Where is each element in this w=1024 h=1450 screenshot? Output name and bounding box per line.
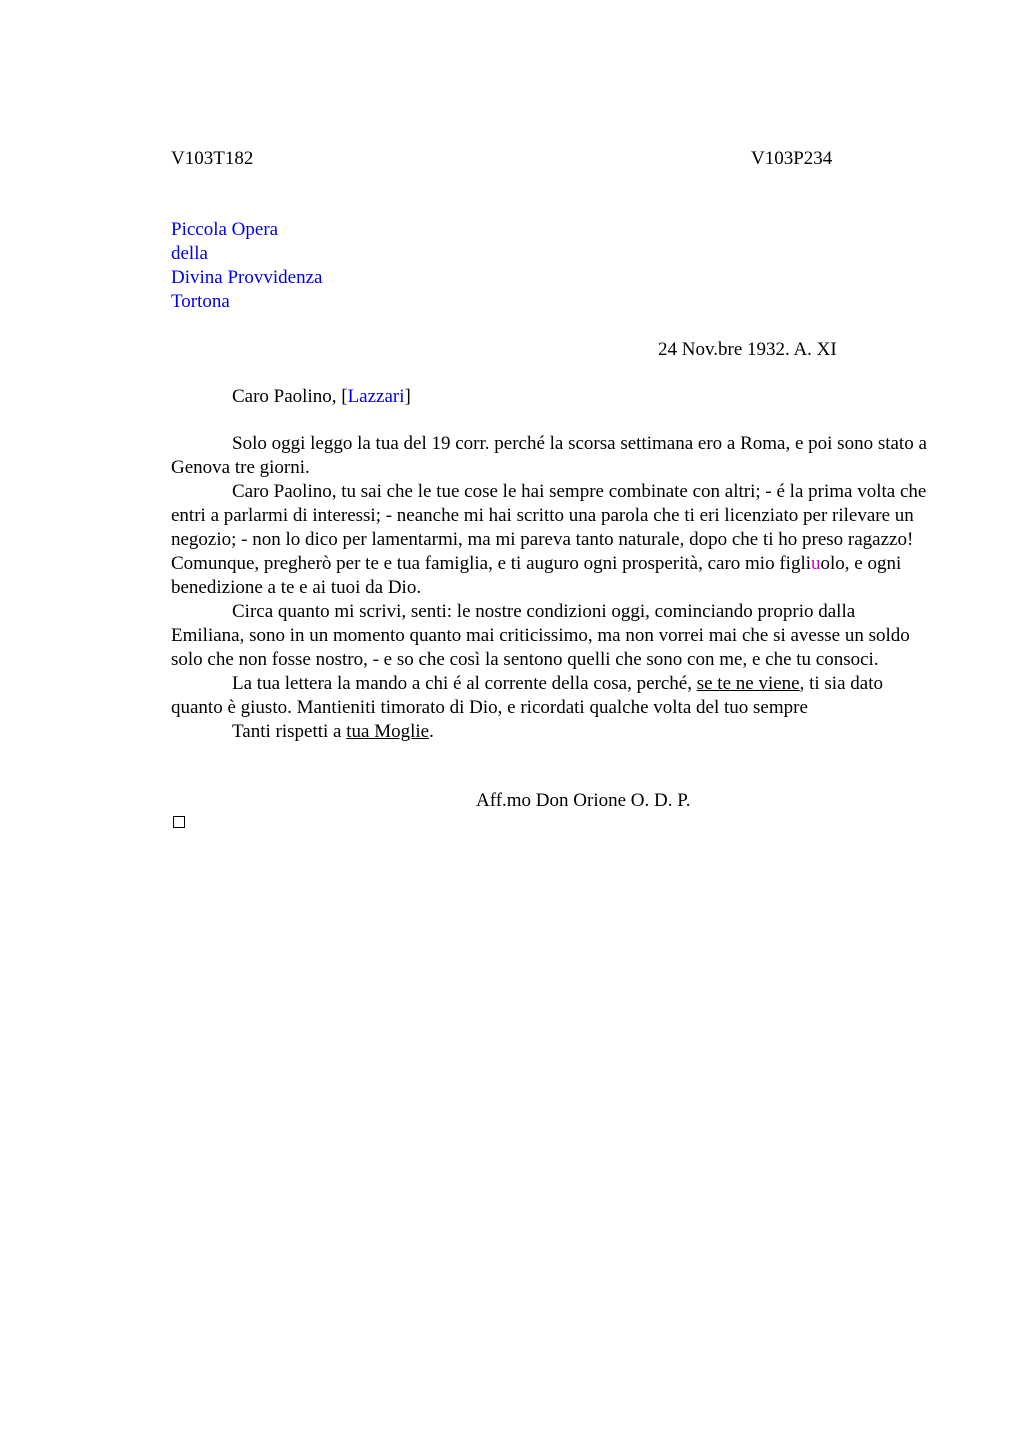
underlined-phrase-2: tua Moglie: [346, 721, 430, 742]
paragraph-5-end: .: [429, 721, 434, 742]
letterhead-line-4: Tortona: [171, 291, 230, 312]
paragraph-1: Solo oggi leggo la tua del 19 corr. perché la scorsa settimana ero a Roma, e poi sono stato a Genova tre giorni.: [171, 433, 927, 478]
paragraph-4-end: , ti sia dato quanto è giusto. Mantieniti timorato di Dio, e ricordati qualche volta del tuo sempre: [171, 673, 883, 718]
underlined-phrase-1: se te ne viene: [696, 673, 800, 694]
paragraph-5-start: Tanti rispetti a: [232, 721, 347, 742]
paragraph-4-start: La tua lettera la mando a chi é al corrente della cosa, perché,: [232, 673, 697, 694]
letter-body: [171, 432, 931, 744]
letterhead-line-3: Divina Provvidenza: [171, 267, 323, 288]
paragraph-4: [171, 672, 931, 720]
salutation-suffix: ]: [404, 386, 411, 407]
letterhead-line-2: della: [171, 243, 208, 264]
empty-square-icon: [173, 816, 185, 828]
highlighted-letter: u: [811, 553, 821, 574]
document-code-right: V103P234: [751, 148, 833, 169]
salutation-prefix: Caro Paolino, [: [232, 386, 348, 407]
paragraph-3: Circa quanto mi scrivi, senti: le nostre condizioni oggi, cominciando proprio dalla Emiliana, sono in un momento quanto mai criticissimo, ma non vorrei mai che si avesse un soldo solo che non fosse nostro, - e so che così la sentono quelli che sono con me, e che tu consoci.: [171, 601, 910, 670]
letter-date: 24 Nov.bre 1932. A. XI: [658, 339, 837, 360]
paragraph-2-start: Caro Paolino, tu sai che le tue cose le hai sempre combinate con altri; - é la prima volta che entri a parlarmi di interessi; - neanche mi hai scritto una parola che ti eri licenziato per rilevare un negozio; - non lo dico per lamentarmi, ma mi pareva tanto naturale, dopo che ti ho preso ragazzo! Comunque, pregherò per te e tua famiglia, e ti auguro ogni prosperità, caro mio figli: [171, 481, 927, 574]
paragraph-2: [171, 480, 931, 600]
salutation-name: Lazzari: [347, 386, 405, 407]
document-code-left: V103T182: [171, 148, 254, 169]
salutation: [232, 385, 411, 409]
signature: Aff.mo Don Orione O. D. P.: [476, 790, 691, 811]
paragraph-2-end: olo, e ogni benedizione a te e ai tuoi da Dio.: [171, 553, 902, 598]
letterhead-line-1: Piccola Opera: [171, 219, 279, 240]
paragraph-5: [171, 720, 931, 744]
